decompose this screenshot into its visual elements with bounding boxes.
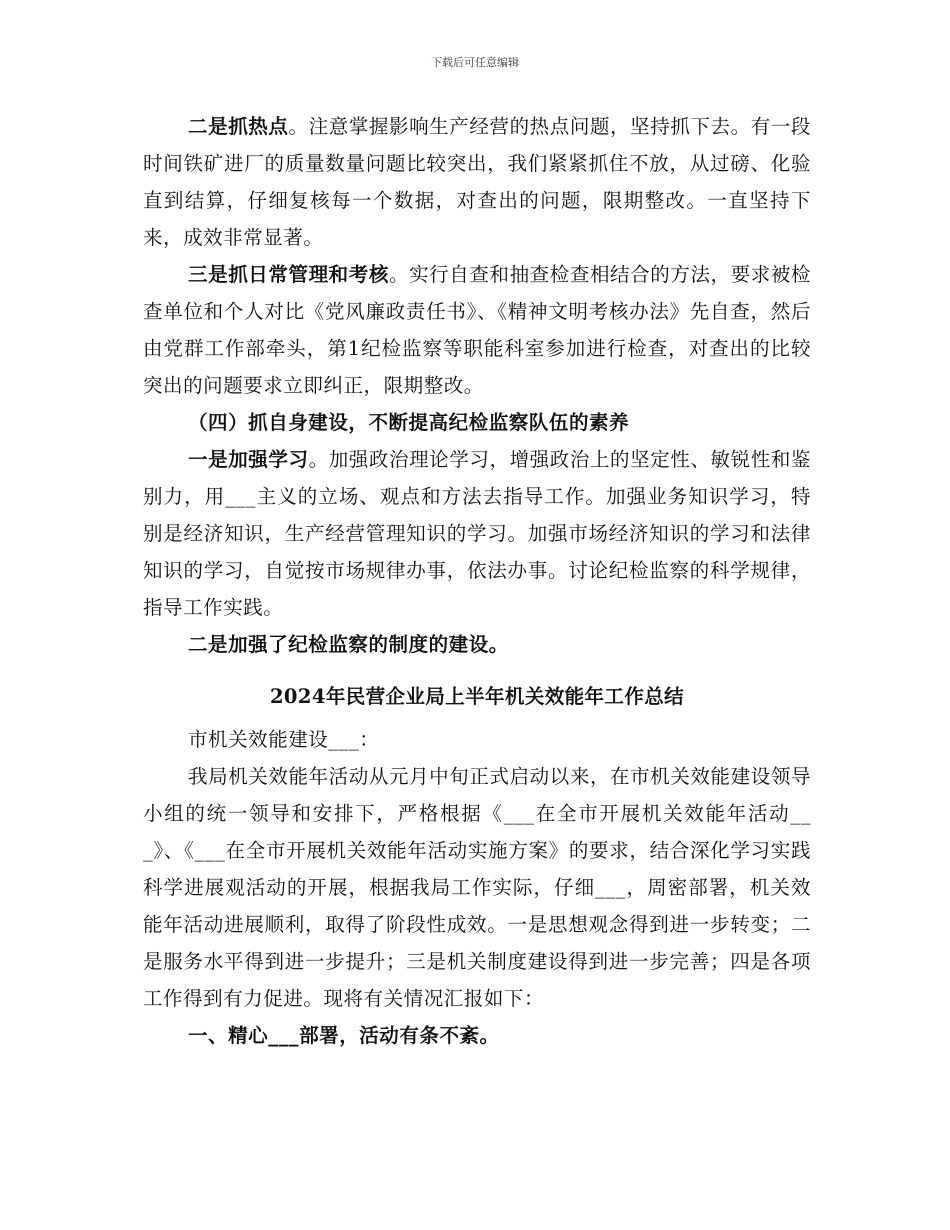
- document-body: [143, 108, 811, 1054]
- document-title: 2024年民营企业局上半年机关效能年工作总结: [269, 685, 685, 708]
- salutation: 市机关效能建设___：: [188, 728, 380, 751]
- paragraph-system-building: 二是加强了纪检监察的制度的建设。: [188, 633, 509, 656]
- paragraph-hotspot: [143, 108, 811, 256]
- paragraph-summary-intro: 我局机关效能年活动从元月中旬正式启动以来，在市机关效能建设领导小组的统一领导和安排下，严格根据《___在全市开展机关效能年活动___》、《___在全市开展机关效能年活动实施方案》的要求，结合深化学习实践科学进展观活动的开展，根据我局工作实际，仔细___，周密部署，机关效能年活动进展顺利，取得了阶段性成效。一是思想观念得到进一步转变；二是服务水平得到进一步提升；三是机关制度建设得到进一步完善；四是各项工作得到有力促进。现将有关情况汇报如下：: [143, 765, 811, 1010]
- paragraph-lead: 三是抓日常管理和考核: [188, 263, 389, 286]
- page-header: 下载后可任意编辑: [431, 56, 519, 69]
- paragraph-lead: 二是抓热点: [188, 115, 289, 138]
- section-heading-1: 一、精心___部署，活动有条不紊。: [188, 1024, 500, 1047]
- paragraph-text: 。实行自查和抽查检查相结合的方法，要求被检查单位和个人对比《党风廉政责任书》、《精神文明考核办法》先自查，然后由党群工作部牵头，第1纪检监察等职能科室参加进行检查，对查出的比较突出的问题要求立即纠正，限期整改。: [143, 263, 811, 397]
- paragraph-daily-management: [143, 256, 811, 404]
- paragraph-study: [143, 441, 811, 626]
- paragraph-lead: 一是加强学习: [188, 448, 309, 471]
- paragraph-text: 。加强政治理论学习，增强政治上的坚定性、敏锐性和鉴别力，用___主义的立场、观点和方法去指导工作。加强业务知识学习，特别是经济知识，生产经营管理知识的学习。加强市场经济知识的学习和法律知识的学习，自觉按市场规律办事，依法办事。讨论纪检监察的科学规律，指导工作实践。: [143, 448, 811, 619]
- paragraph-text: 。注意掌握影响生产经营的热点问题，坚持抓下去。有一段时间铁矿进厂的质量数量问题比较突出，我们紧紧抓住不放，从过磅、化验直到结算，仔细复核每一个数据，对查出的问题，限期整改。一直坚持下来，成效非常显著。: [143, 115, 811, 249]
- section-heading-4: （四）抓自身建设，不断提高纪检监察队伍的素养: [188, 411, 630, 434]
